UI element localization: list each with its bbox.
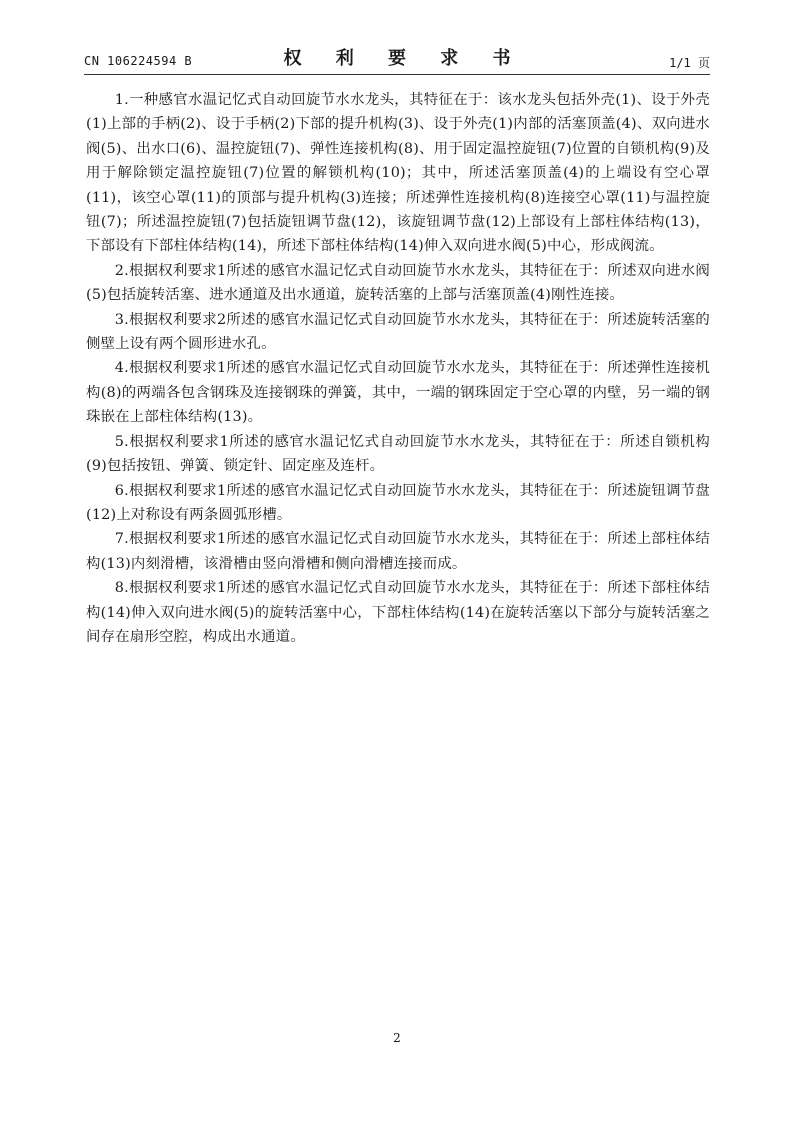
claim-paragraph: 2.根据权利要求1所述的感官水温记忆式自动回旋节水水龙头，其特征在于：所述双向进水阀(5)包括旋转活塞、进水通道及出水通道，旋转活塞的上部与活塞顶盖(4)刚性连接。 bbox=[86, 262, 710, 304]
claim-paragraph: 4.根据权利要求1所述的感官水温记忆式自动回旋节水水龙头，其特征在于：所述弹性连接机构(8)的两端各包含钢珠及连接钢珠的弹簧，其中，一端的钢珠固定于空心罩的内壁，另一端的钢珠嵌在上部柱体结构(13)。 bbox=[86, 360, 710, 426]
header-divider bbox=[84, 74, 710, 75]
claim-paragraph: 6.根据权利要求1所述的感官水温记忆式自动回旋节水水龙头，其特征在于：所述旋钮调节盘(12)上对称设有两条圆弧形槽。 bbox=[86, 482, 710, 523]
claim-paragraph: 3.根据权利要求2所述的感官水温记忆式自动回旋节水水龙头，其特征在于：所述旋转活塞的侧壁上设有两个圆形进水孔。 bbox=[86, 311, 710, 353]
claim-paragraph: 5.根据权利要求1所述的感官水温记忆式自动回旋节水水龙头，其特征在于：所述自锁机构(9)包括按钮、弹簧、锁定针、固定座及连杆。 bbox=[86, 433, 710, 475]
document-title: 权 利 要 求 书 bbox=[283, 48, 525, 69]
page-count: 1/1 页 bbox=[669, 56, 710, 70]
page-header bbox=[84, 44, 710, 72]
publication-number: CN 106224594 B bbox=[84, 54, 193, 68]
claims-body bbox=[86, 88, 710, 649]
claim-paragraph: 1.一种感官水温记忆式自动回旋节水水龙头，其特征在于：该水龙头包括外壳(1)、设于外壳(1)上部的手柄(2)、设于手柄(2)下部的提升机构(3)、设于外壳(1)内部的活塞顶盖(4)、双向进水阀(5)、出水口(6)、温控旋钮(7)、弹性连接机构(8)、用于固定温控旋钮(7)位置的自锁机构(9)及用于解除锁定温控旋钮(7)位置的解锁机构(10)；其中，所述活塞顶盖(4)的上端设有空心罩(11)，该空心罩(11)的顶部与提升机构(3)连接；所述弹性连接机构(8)连接空心罩(11)与温控旋钮(7)；所述温控旋钮(7)包括旋钮调节盘(12)，该旋钮调节盘(12)上部设有上部柱体结构(13)，下部设有下部柱体结构(14)，所述下部柱体结构(14)伸入双向进水阀(5)中心，形成阀流。 bbox=[86, 92, 710, 255]
claim-paragraph: 8.根据权利要求1所述的感官水温记忆式自动回旋节水水龙头，其特征在于：所述下部柱体结构(14)伸入双向进水阀(5)的旋转活塞中心，下部柱体结构(14)在旋转活塞以下部分与旋转活塞之间存在扇形空腔，构成出水通道。 bbox=[86, 580, 710, 645]
claim-paragraph: 7.根据权利要求1所述的感官水温记忆式自动回旋节水水龙头，其特征在于：所述上部柱体结构(13)内刻滑槽，该滑槽由竖向滑槽和侧向滑槽连接而成。 bbox=[86, 531, 710, 572]
page-number: 2 bbox=[393, 1031, 401, 1045]
